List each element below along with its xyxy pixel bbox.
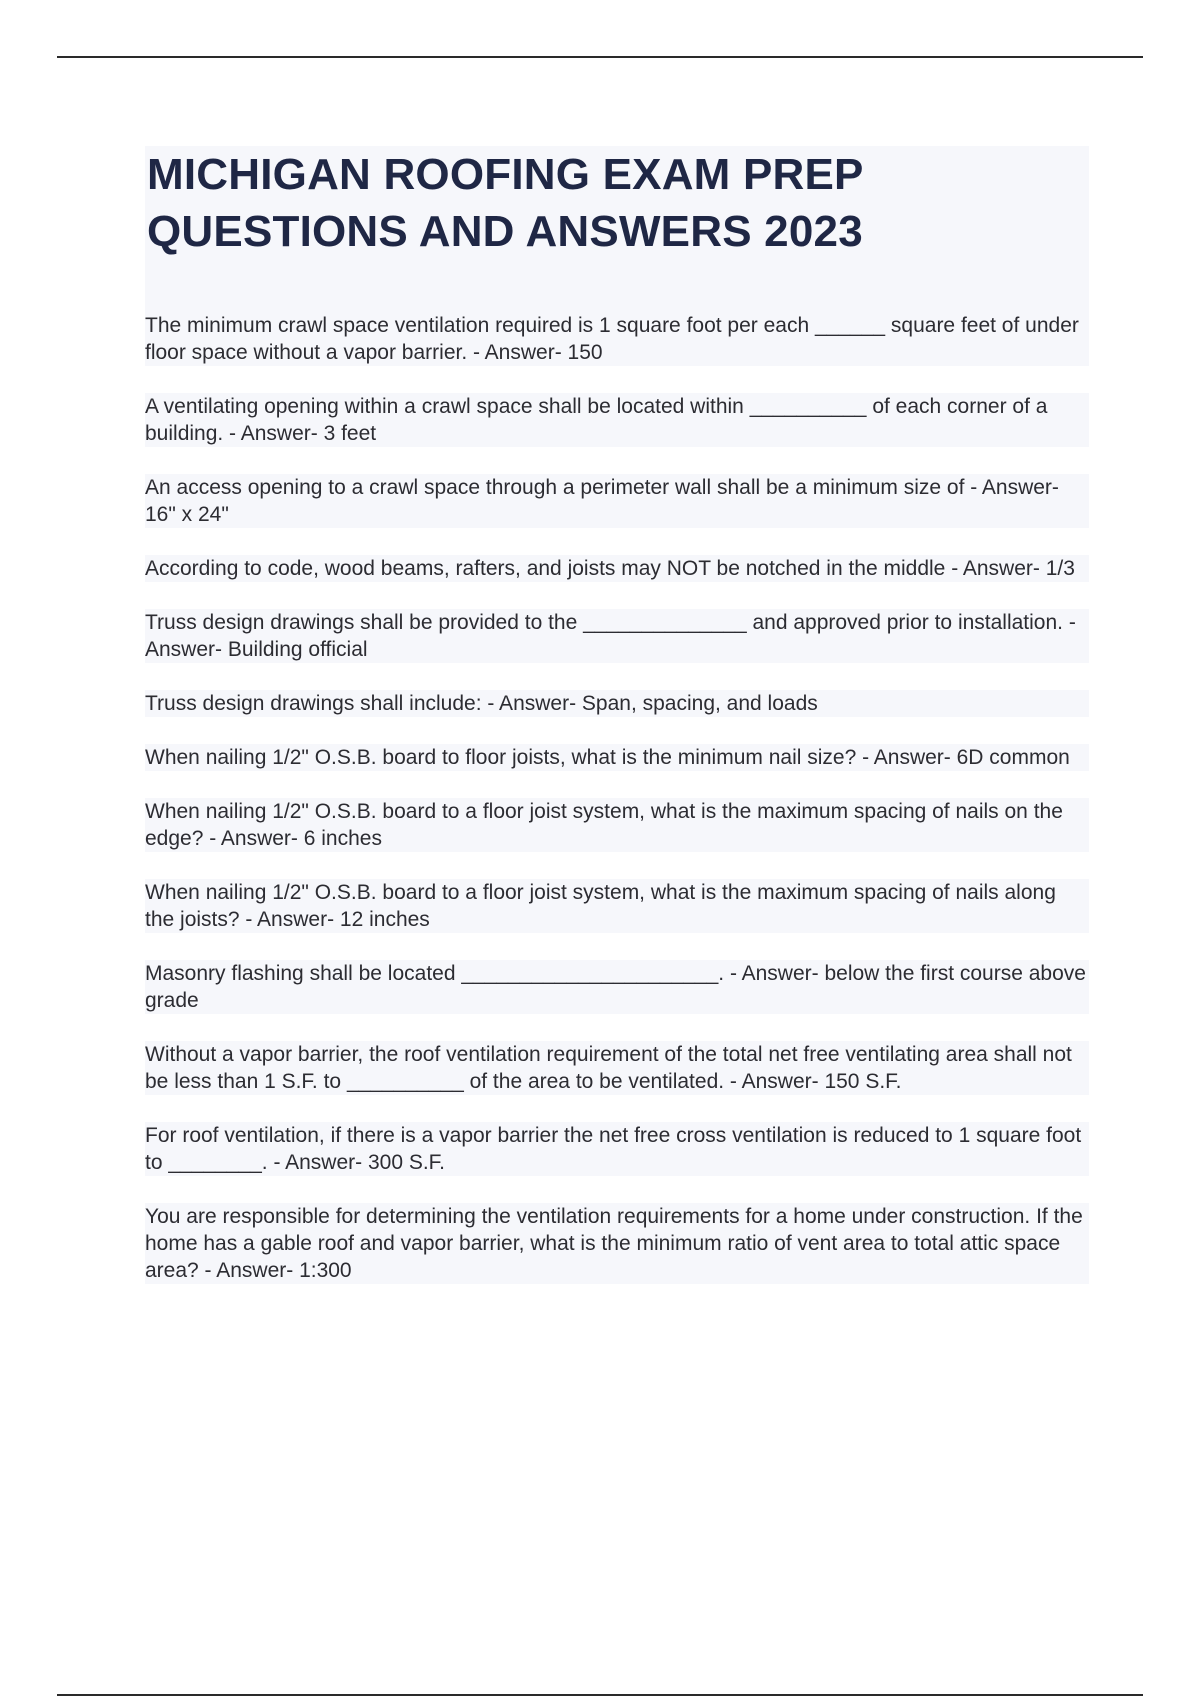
- qa-list: [145, 312, 1089, 1311]
- qa-item: Without a vapor barrier, the roof ventilation requirement of the total net free ventilating area shall not be less than 1 S.F. to __________ of the area to be ventilated. - Answer- 150 S.F.: [145, 1041, 1089, 1095]
- title-line-2: QUESTIONS AND ANSWERS 2023: [147, 207, 863, 256]
- qa-item: When nailing 1/2" O.S.B. board to a floor joist system, what is the maximum spacing of nails along the joists? - Answer- 12 inches: [145, 879, 1089, 933]
- qa-item: An access opening to a crawl space through a perimeter wall shall be a minimum size of - Answer- 16" x 24": [145, 474, 1089, 528]
- qa-item: For roof ventilation, if there is a vapor barrier the net free cross ventilation is reduced to 1 square foot to ________. - Answer- 300 S.F.: [145, 1122, 1089, 1176]
- bottom-rule: [57, 1694, 1143, 1696]
- qa-item: You are responsible for determining the ventilation requirements for a home under construction. If the home has a gable roof and vapor barrier, what is the minimum ratio of vent area to total attic space area? - Answer- 1:300: [145, 1203, 1089, 1284]
- qa-item: When nailing 1/2" O.S.B. board to floor joists, what is the minimum nail size? - Answer- 6D common: [145, 744, 1089, 771]
- qa-item: The minimum crawl space ventilation required is 1 square foot per each ______ square feet of under floor space without a vapor barrier. - Answer- 150: [145, 312, 1089, 366]
- qa-item: When nailing 1/2" O.S.B. board to a floor joist system, what is the maximum spacing of nails on the edge? - Answer- 6 inches: [145, 798, 1089, 852]
- qa-item: Masonry flashing shall be located ______________________. - Answer- below the first course above grade: [145, 960, 1089, 1014]
- qa-item: According to code, wood beams, rafters, and joists may NOT be notched in the middle - Answer- 1/3: [145, 555, 1089, 582]
- top-rule: [57, 56, 1143, 58]
- qa-item: A ventilating opening within a crawl space shall be located within __________ of each corner of a building. - Answer- 3 feet: [145, 393, 1089, 447]
- page-title: [147, 146, 1089, 260]
- qa-item: Truss design drawings shall include: - Answer- Span, spacing, and loads: [145, 690, 1089, 717]
- title-block: [145, 146, 1089, 312]
- qa-item: Truss design drawings shall be provided to the ______________ and approved prior to installation. - Answer- Building official: [145, 609, 1089, 663]
- title-line-1: MICHIGAN ROOFING EXAM PREP: [147, 150, 864, 199]
